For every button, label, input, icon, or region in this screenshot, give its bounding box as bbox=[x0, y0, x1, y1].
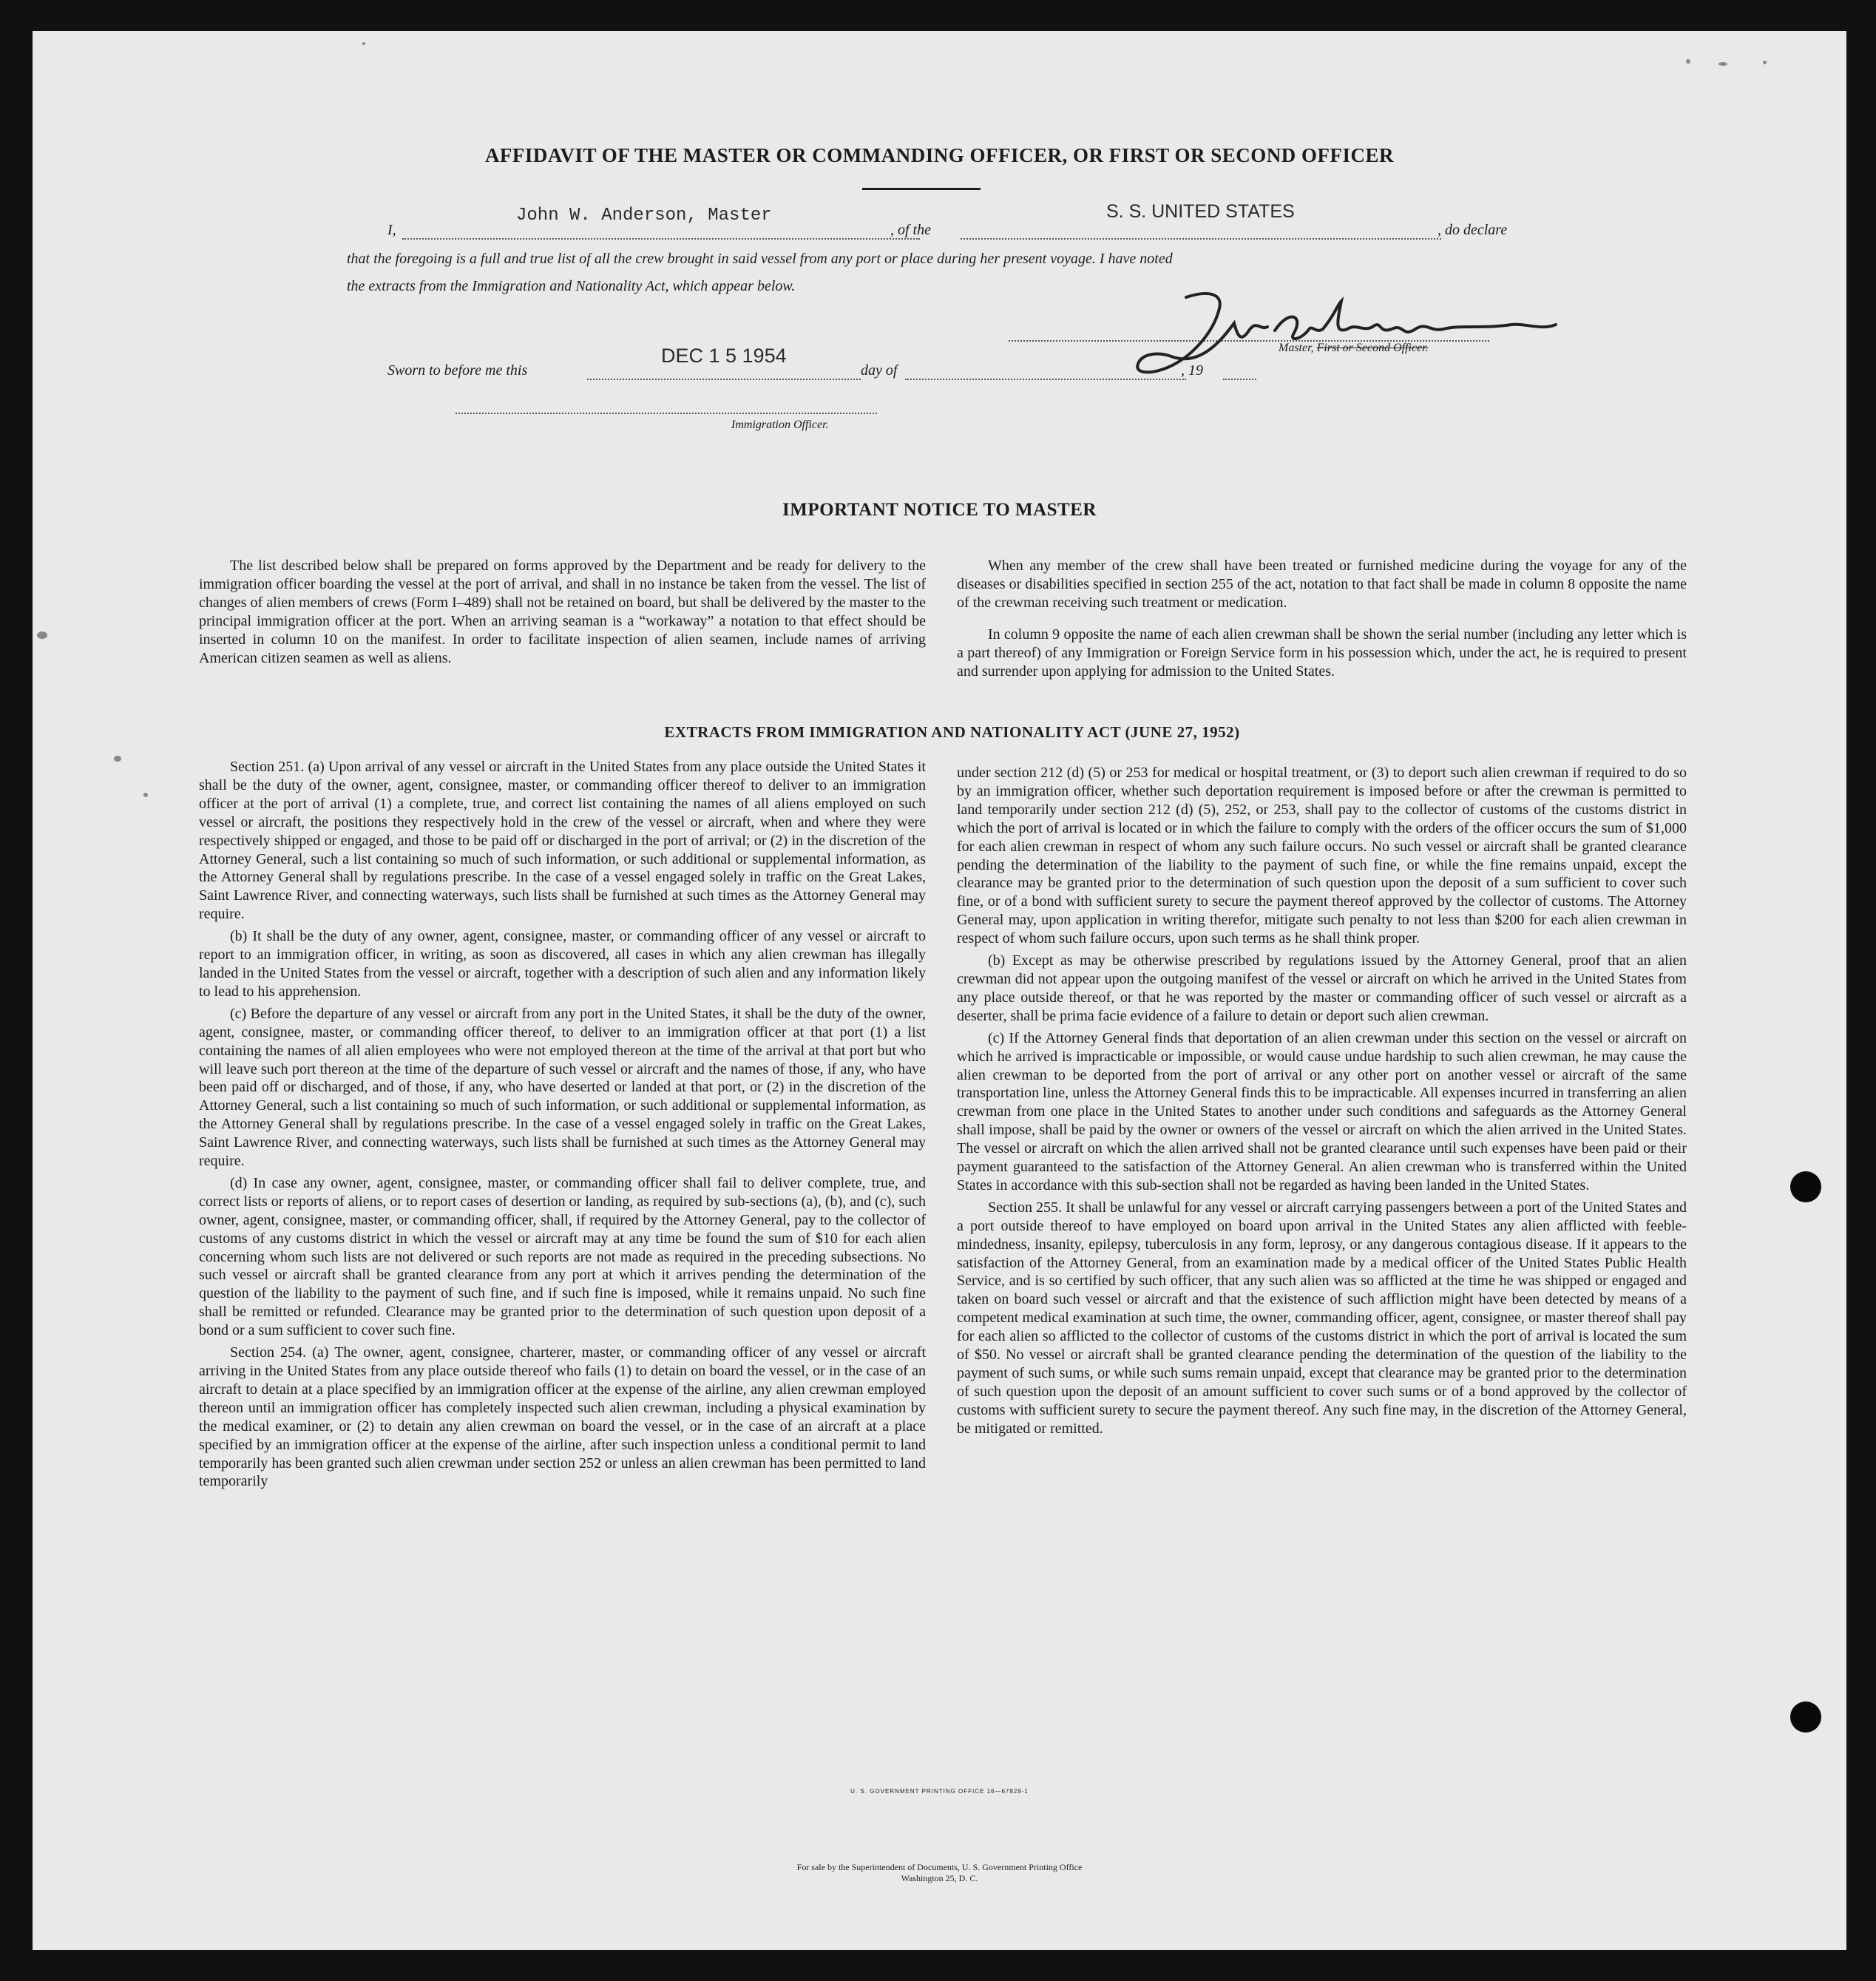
sworn-label: Sworn to before me this bbox=[387, 362, 528, 379]
year-label: , 19 bbox=[1181, 362, 1203, 379]
do-declare-label: , do declare bbox=[1438, 222, 1508, 238]
date-stamp: DEC 1 5 1954 bbox=[661, 345, 787, 367]
officer-label: Immigration Officer. bbox=[731, 419, 829, 431]
i-label: I, bbox=[387, 222, 396, 238]
extract-section-254a: Section 254. (a) The owner, agent, consignee, charterer, master, or commanding officer of any vessel or aircraft arriving in the United States from any place outside thereof who fails (1) to detain on board the vessel, or in the case of an aircraft to detain at a place specified by an immigration officer at the expense of the airline, any alien crewman employed thereon until an immigration officer has completely inspected such alien crewman, including a physical examination by the medical examiner, or (2) to detain any alien crewman on board the vessel, or in the case of an aircraft at a place specified by an immigration officer at the expense of the airline, after such inspection unless a conditional permit to land temporarily has been granted such alien crewman under section 252 or unless an alien crewman has been permitted to land temporarily bbox=[199, 1344, 926, 1490]
vessel-line bbox=[961, 238, 1441, 240]
extract-section-254b: (b) Except as may be otherwise prescribed by regulations issued by the Attorney General, proof that an alien crewman did not appear upon the outgoing manifest of the vessel or aircraft on which he arrived in the United States from any place outside thereof, or that he was reported by the master or commanding officer of such vessel or aircraft as a deserter, shall be prima facie evidence of a failure to detain or deport such alien crewman. bbox=[957, 952, 1687, 1024]
declaration-line-2: the extracts from the Immigration and Nationality Act, which appear below. bbox=[347, 278, 796, 294]
sale-notice bbox=[33, 1862, 1846, 1884]
extracts-left-column bbox=[199, 758, 926, 1494]
signer-title-prefix: Master, bbox=[1279, 342, 1314, 354]
sworn-month-line bbox=[905, 379, 1186, 380]
punch-hole bbox=[1790, 1171, 1821, 1202]
notice-right-paragraph-1: When any member of the crew shall have been treated or furnished medicine during the voyage for any of the diseases or disabilities specified in section 255 of the act, notation to that fact shall be made in column 8 opposite the name of the crewman receiving such treatment or medication. bbox=[957, 558, 1687, 611]
affidavit-title: AFFIDAVIT OF THE MASTER OR COMMANDING OFFICER, OR FIRST OR SECOND OFFICER bbox=[484, 144, 1395, 166]
extract-section-251b: (b) It shall be the duty of any owner, agent, consignee, master, or commanding officer of any vessel or aircraft to report to an immigration officer, in writing, as soon as discovered, all cases in which any alien crewman has illegally landed in the United States from the vessel or aircraft, together with a description of such alien and any information likely to lead to his apprehension. bbox=[199, 928, 926, 1000]
sworn-day-line bbox=[587, 379, 861, 380]
extract-section-254a-cont: under section 212 (d) (5) or 253 for medical or hospital treatment, or (3) to deport such alien crewman if required to do so by an immigration officer, whether such deportation requirement is imposed before or after the crewman is permitted to land temporarily under section 212 (d) (5), 252, or 253, shall pay to the collector of customs of the customs district in which the port of arrival is located or in which the failure to comply with the orders of the officer occurs the sum of $1,000 for each alien crewman in respect of whom any such failure occurs. No such vessel or aircraft shall be granted clearance pending the determination of the liability to the payment of such fine, or while the fine remains unpaid, except the clearance may be granted prior to the determination of such question upon the deposit of a sum sufficient to cover such fine, or of a bond with sufficient surety to secure the payment thereof approved by the collector of customs. The Attorney General may, upon application in writing therefor, mitigate such penalty to not less than $200 for each alien crewman in respect of whom such failure occurs, upon such terms as he shall think proper. bbox=[957, 765, 1687, 947]
name-typed: John W. Anderson, Master bbox=[516, 206, 772, 226]
document-sheet bbox=[33, 31, 1846, 1950]
officer-line bbox=[456, 413, 877, 414]
extract-section-251c: (c) Before the departure of any vessel or aircraft from any port in the United States, it shall be the duty of the owner, agent, consignee, master, or commanding officer thereof, to deliver to an immigration officer at that port (1) a list containing the names of all alien employees who were not employed thereon at the time of the arrival at that port but who will leave such port thereon at the time of the departure of such vessel or aircraft and the names of those, if any, who have been paid off or discharged, and of those, if any, who have deserted or landed at that port, or (2) in the discretion of the Attorney General, such a list containing so much of such information, or such additional or supplemental information, as the Attorney General shall by regulations prescribe. In the case of a vessel engaged solely in traffic on the Great Lakes, Saint Lawrence River, and connecting waterways, such lists shall be furnished at such times as the Attorney General may require. bbox=[199, 1005, 926, 1170]
speck bbox=[1686, 59, 1690, 64]
extract-section-251a: Section 251. (a) Upon arrival of any vessel or aircraft in the United States from any place outside the United States it shall be the duty of the owner, agent, consignee, master, or commanding officer thereof to deliver to an immigration officer at the port of arrival (1) a complete, true, and correct list containing the names of all aliens employed on such vessel or aircraft, the positions they respectively hold in the crew of the vessel or aircraft, when and where they were respectively shipped or engaged, and those to be paid off or discharged in the port of arrival; or (2) in the discretion of the Attorney General, such a list containing so much of such information, or such additional or supplemental information, as the Attorney General shall by regulations prescribe. In the case of a vessel engaged solely in traffic on the Great Lakes, Saint Lawrence River, and connecting waterways, such lists shall be furnished at such times as the Attorney General may require. bbox=[199, 759, 926, 923]
punch-hole bbox=[1790, 1701, 1821, 1733]
notice-right-paragraph-2: In column 9 opposite the name of each alien crewman shall be shown the serial number (including any letter which is a part thereof) of any Immigration or Foreign Service form in his possession which, under the act, he is required to present and surrender upon applying for admission to the United States. bbox=[957, 626, 1687, 680]
name-line bbox=[402, 238, 920, 240]
extracts-title: EXTRACTS FROM IMMIGRATION AND NATIONALITY ACT (JUNE 27, 1952) bbox=[664, 723, 1240, 741]
speck bbox=[362, 42, 365, 45]
day-of-label: day of bbox=[861, 362, 898, 379]
speck bbox=[143, 793, 148, 797]
extract-section-251d: (d) In case any owner, agent, consignee, master, or commanding officer shall fail to deliver complete, true, and correct lists or reports of aliens, or to report cases of desertion or landing, as required by sub-sections (a), (b), and (c), such owner, agent, consignee, master, or commanding officer, shall, if required by the Attorney General, pay to the collector of customs of any customs district in which the vessel or aircraft may at any time be found the sum of $10 for each alien concerning whom such lists are not delivered or such reports are not made as required in the preceding subsections. No such vessel or aircraft shall be granted clearance from any port at which it arrives pending the determination of the question of the liability to the payment of such fine, and if such fine is imposed, while it remains unpaid. No such fine shall be remitted or refunded. Clearance may be granted prior to the determination of such question upon deposit of a bond or a sum sufficient to cover such fine. bbox=[199, 1174, 926, 1339]
signer-title-struck: First or Second Officer. bbox=[1316, 342, 1429, 354]
speck bbox=[37, 631, 47, 639]
speck bbox=[114, 756, 121, 762]
of-the-label: , of the bbox=[890, 222, 931, 238]
year-line bbox=[1223, 379, 1256, 380]
sale-line-2: Washington 25, D. C. bbox=[901, 1873, 978, 1883]
title-rule bbox=[862, 188, 981, 190]
declaration-line-1: that the foregoing is a full and true list of all the crew brought in said vessel from any port or place during her present voyage. I have noted bbox=[347, 251, 1173, 267]
sale-line-1: For sale by the Superintendent of Documents, U. S. Government Printing Office bbox=[796, 1862, 1083, 1872]
speck bbox=[1763, 61, 1767, 64]
printing-office-imprint: U. S. GOVERNMENT PRINTING OFFICE 16—67829-1 bbox=[850, 1788, 1029, 1795]
notice-right-column bbox=[957, 557, 1687, 684]
speck bbox=[1718, 62, 1727, 66]
extract-section-254c: (c) If the Attorney General finds that deportation of an alien crewman under this section on the vessel or aircraft on which he arrived is impracticable or impossible, or would cause undue hardship to such alien crewman, he may cause the alien crewman to be deported from the port of arrival or any other port on another vessel or aircraft of the same transportation line, unless the Attorney General finds this to be impracticable. All expenses incurred in transferring an alien crewman from one place in the United States to another under such conditions and safeguards as the Attorney General shall impose, shall be paid by the owner or owners of the vessel or aircraft on which the alien arrived in the United States. The vessel or aircraft on which the alien arrived shall not be granted clearance until such expenses have been paid or their payment guaranteed to the satisfaction of the Attorney General. An alien crewman who is transferred within the United States in accordance with this sub-section shall not be regarded as having been landed in the United States. bbox=[957, 1029, 1687, 1193]
signer-title bbox=[1279, 342, 1429, 355]
extract-section-255: Section 255. It shall be unlawful for any vessel or aircraft carrying passengers between a port of the United States and a port outside thereof to have employed on board upon arrival in the United States any alien afflicted with feeble-mindedness, insanity, epilepsy, tuberculosis in any form, leprosy, or any dangerous contagious disease. If it appears to the satisfaction of the Attorney General, from an examination made by a medical officer of the United States Public Health Service, and is so certified by such officer, that any such alien was so afflicted at the time he was shipped or engaged and taken on board such vessel or aircraft and that the existence of such affliction might have been detected by means of a competent medical examination at such time, the owner, commanding officer, agent, consignee, or master thereof shall pay for each alien so afflicted to the collector of customs of the customs district in which the port of arrival is located the sum of $50. No vessel or aircraft shall be granted clearance pending the determination of the question of the liability to the payment of such sums, or while such sums remain unpaid, except that clearance may be granted prior to the determination of such question upon the deposit of an amount sufficient to cover such sums or of a bond approved by the collector of customs with sufficient surety to secure the payment thereof. Any such fine may, in the discretion of the Attorney General, be mitigated or remitted. bbox=[957, 1199, 1687, 1437]
extracts-right-column bbox=[957, 764, 1687, 1442]
vessel-typed: S. S. UNITED STATES bbox=[1106, 201, 1295, 222]
notice-left-column bbox=[199, 557, 926, 671]
notice-title: IMPORTANT NOTICE TO MASTER bbox=[782, 500, 1097, 520]
notice-left-paragraph: The list described below shall be prepared on forms approved by the Department and be ready for delivery to the immigration officer boarding the vessel at the port of arrival, and shall in no instance be taken from the vessel. The list of changes of alien members of crews (Form I–489) shall not be retained on board, but shall be delivered by the master to the principal immigration officer at the port. When an arriving seaman is a “workaway” a notation to that effect should be inserted in column 10 on the manifest. In order to facilitate inspection of alien seamen, include names of arriving American citizen seamen as well as aliens. bbox=[199, 558, 926, 666]
